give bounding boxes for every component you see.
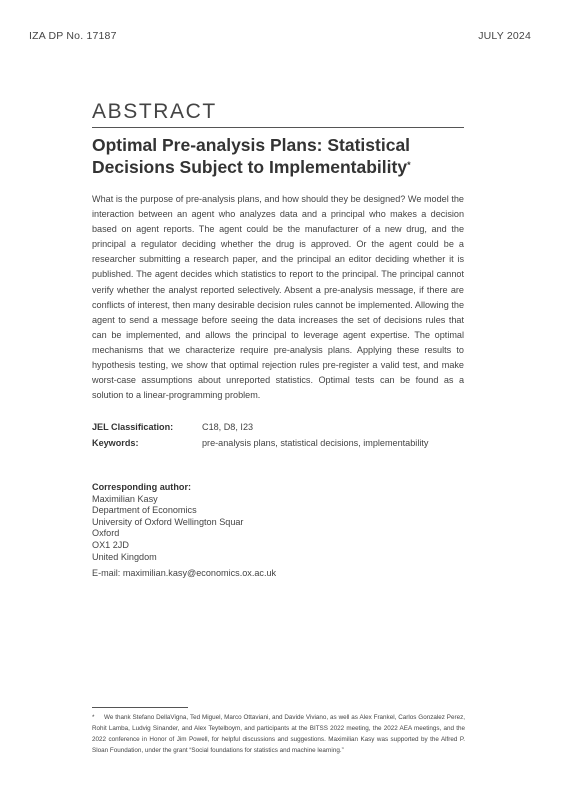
footnote (92, 712, 465, 756)
footnote-marker: * (92, 714, 95, 721)
keywords (92, 438, 428, 448)
jel-value: C18, D8, I23 (202, 422, 254, 432)
author-institution: University of Oxford Wellington Squar (92, 516, 244, 527)
title-text: Optimal Pre-analysis Plans: Statistical Decisions Subject to Implementability (92, 135, 411, 177)
footnote-text: We thank Stefano DellaVigna, Ted Miguel, Marco Ottaviani, and Davide Viviano, as well as Alex Frankel, Carlos Gonzalez Perez, Rohit Lamba, Ludvig Sinander, and Alex Teytelboym, and participants at the BITSS 2022 meeting, the 2022 AEA meetings, and the 2022 conference in Honor of Jim Powell, for helpful discussions and suggestions. Maximilian Kasy was supported by the Alfred P. Sloan Foundation, under the grant “Social foundations for statistics and machine learning.” (92, 714, 465, 755)
author-name: Maximilian Kasy (92, 493, 158, 504)
author-postcode: OX1 2JD (92, 539, 129, 550)
corresponding-author (92, 482, 276, 580)
author-email: E-mail: maximilian.kasy@economics.ox.ac.uk (92, 568, 277, 579)
author-city: Oxford (92, 528, 120, 539)
footnote-divider (92, 707, 188, 708)
author-department: Department of Economics (92, 505, 197, 516)
jel-classification (92, 422, 253, 432)
keywords-label: Keywords: (92, 438, 139, 448)
paper-title (92, 134, 472, 178)
section-label: ABSTRACT (92, 100, 217, 123)
abstract-text: What is the purpose of pre-analysis plans, and how should they be designed? We model the interaction between an agent who analyzes data and a principal who makes a decision based on agent reports. The agent could be the manufacturer of a new drug, and the principal a regulator deciding whether the drug is approved. Or the agent could be a researcher submitting a research paper, and the principal an editor deciding whether it is published. The agent decides which statistics to report to the principal. The principal cannot verify whether the analyst reported selectively. Absent a pre-analysis message, if there are conflicts of interest, then many desirable decision rules cannot be implemented. Allowing the agent to send a message before seeing the data increases the set of decisions rules that can be implemented, and allows the principal to leverage agent expertise. The optimal mechanisms that we characterize require pre-analysis plans. Applying these results to hypothesis testing, we show that optimal rejection rules pre-register a valid test, and make worst-case assumptions about unreported statistics. Optimal tests can be found as a solution to a linear-programming problem. (92, 194, 464, 401)
keywords-value: pre-analysis plans, statistical decisions, implementability (202, 438, 429, 448)
jel-label: JEL Classification: (92, 422, 174, 432)
series-number: IZA DP No. 17187 (29, 30, 117, 42)
author-heading: Corresponding author: (92, 482, 192, 492)
publication-date: JULY 2024 (478, 30, 531, 42)
author-country: United Kingdom (92, 551, 157, 562)
section-divider (92, 127, 464, 128)
title-footnote-marker: * (407, 160, 411, 170)
